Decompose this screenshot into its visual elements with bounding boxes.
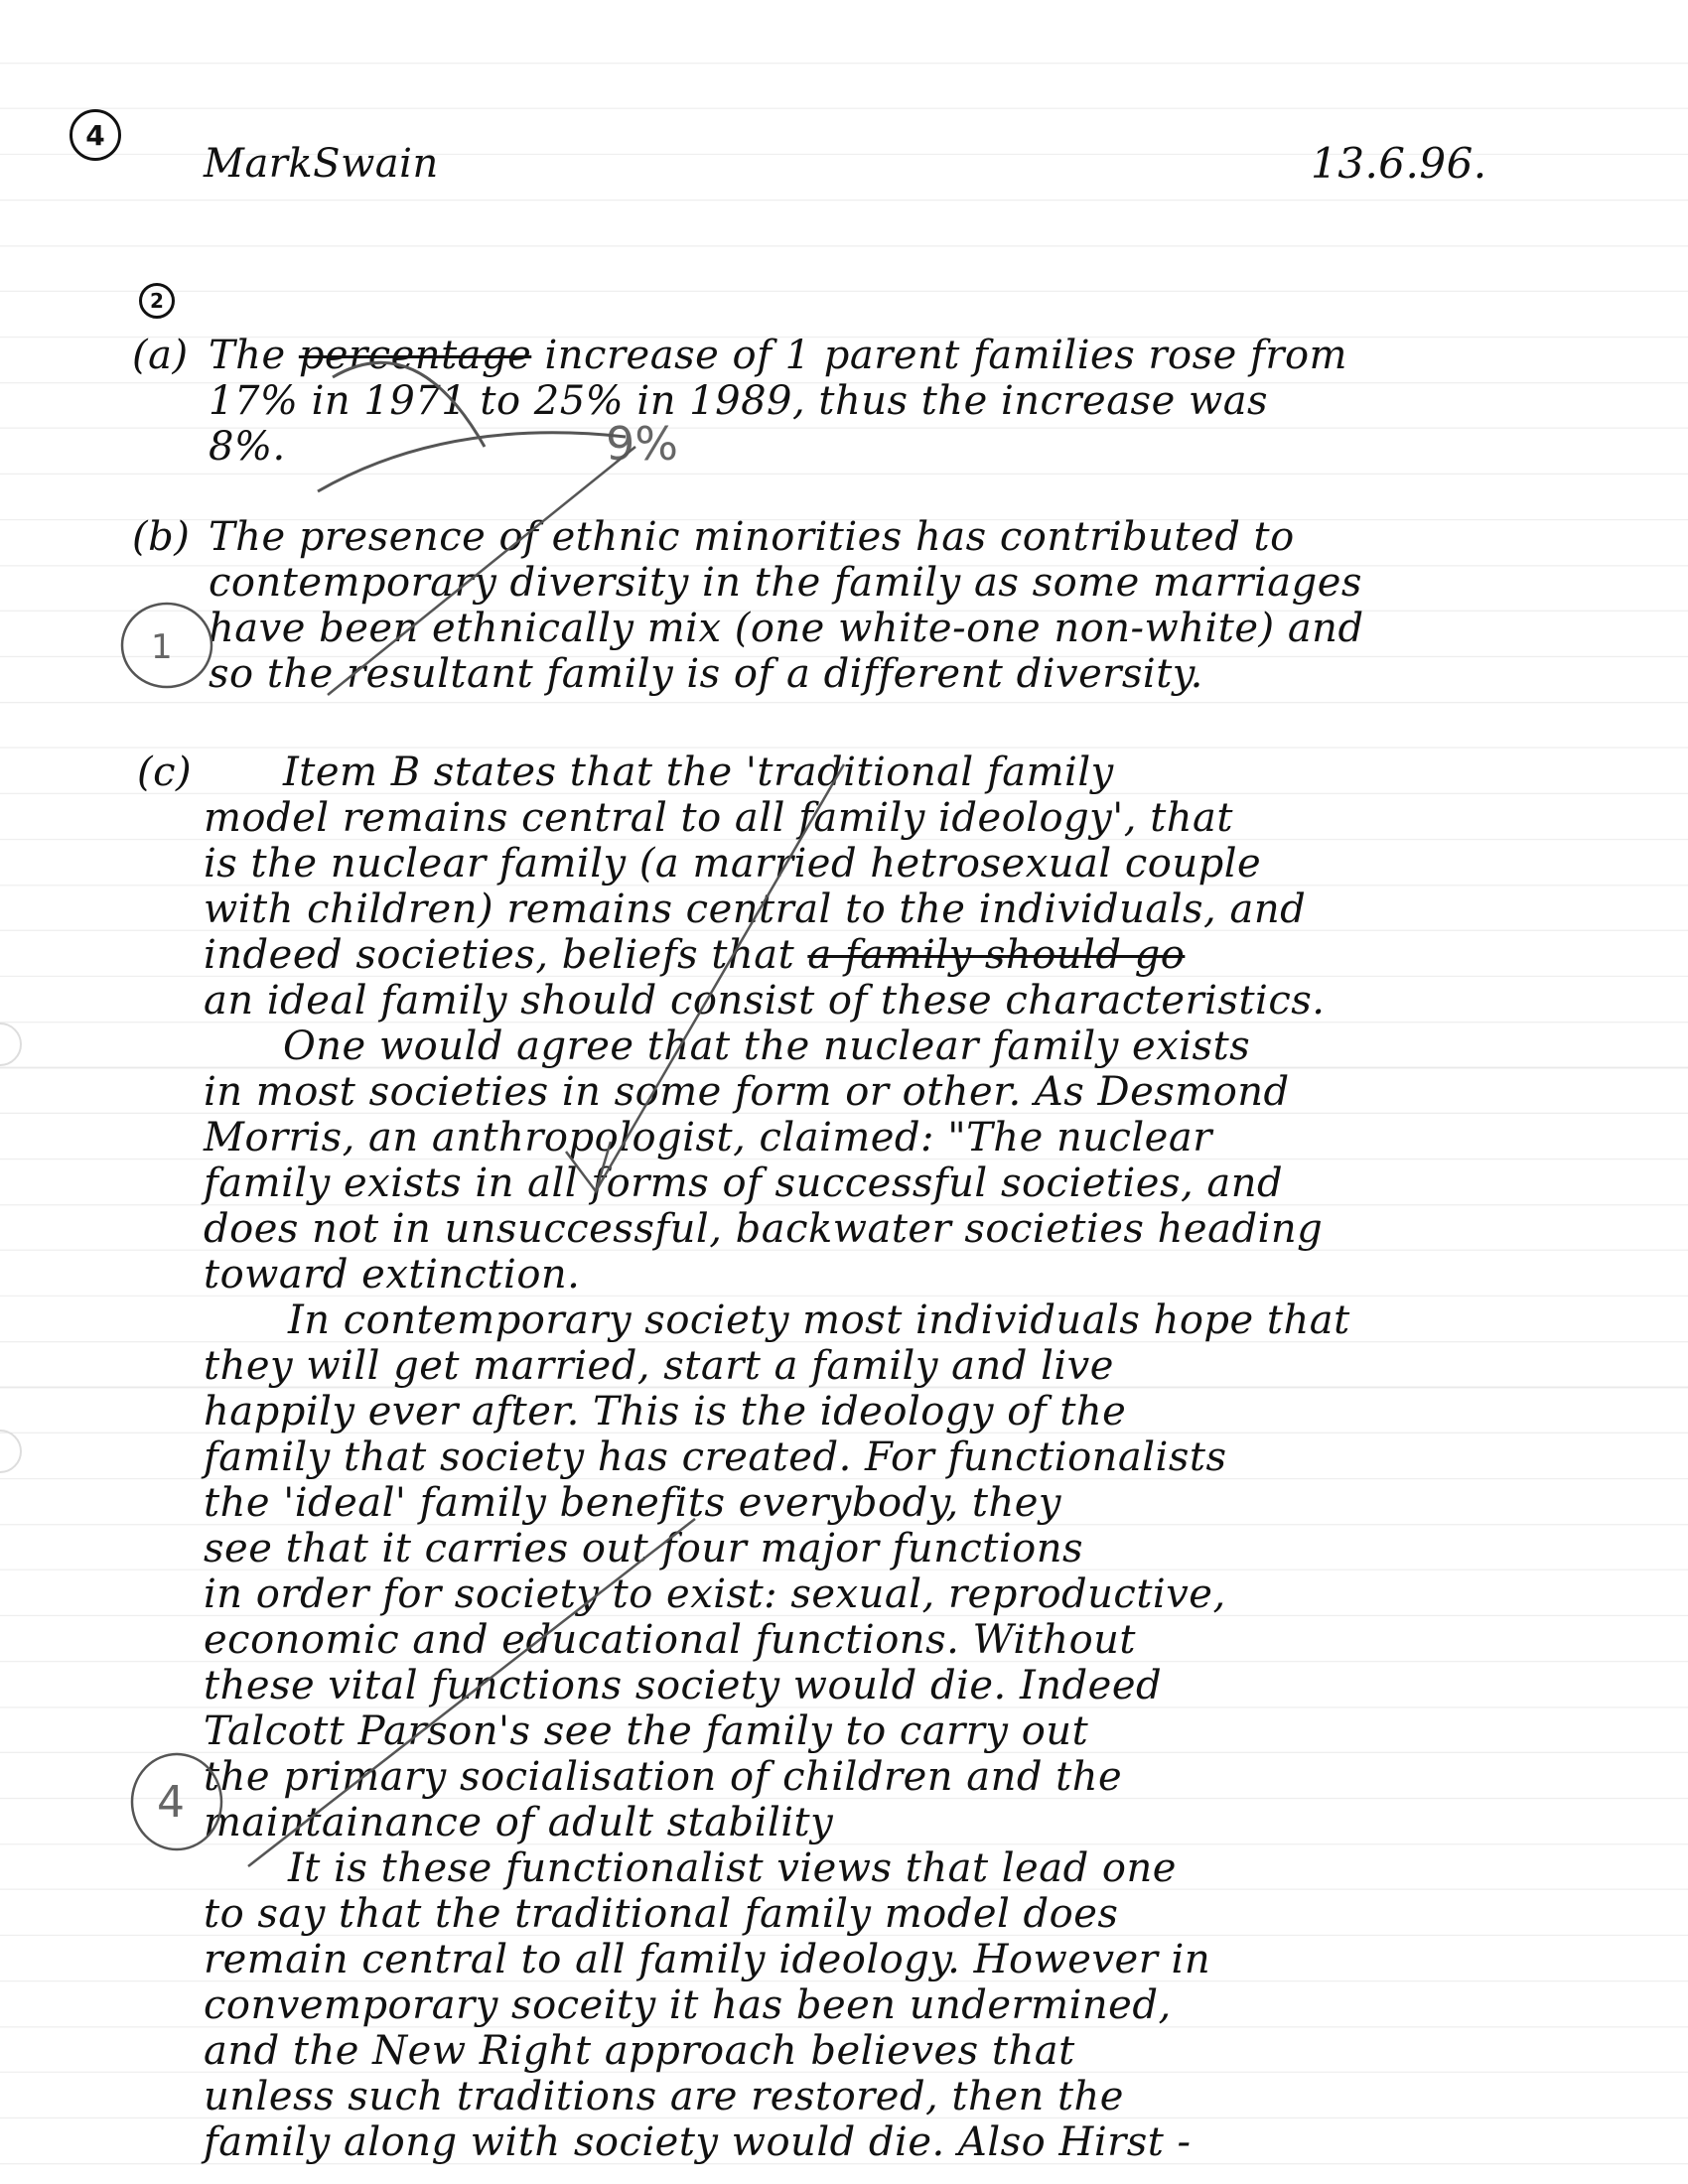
answer-c-line: to say that the traditional family model does (204, 1891, 1119, 1937)
teacher-correction: 9% (606, 417, 678, 471)
struck-word: percentage (298, 333, 532, 378)
answer-b-label: (b) (132, 514, 191, 560)
answer-b-line: have been ethnically mix (one white-one non-white) and (209, 606, 1364, 651)
answer-a-label: (a) (132, 333, 189, 378)
answer-c-line: see that it carries out four major functions (204, 1526, 1084, 1571)
answer-c-line: and the New Right approach believes that (204, 2028, 1075, 2074)
answer-b-line: contemporary diversity in the family as some marriages (209, 560, 1362, 606)
question-number-text: 2 (150, 289, 164, 313)
answer-c-line: remain central to all family ideology. However in (204, 1937, 1211, 1982)
teacher-tick-line (596, 764, 844, 1191)
sheet-number-text: 4 (85, 118, 105, 152)
answer-c-line: in most societies in some form or other. As Desmond (204, 1069, 1290, 1115)
answer-c-line: toward extinction. (204, 1252, 581, 1297)
teacher-tick-line (248, 1519, 695, 1866)
teacher-mark-c: 4 (157, 1777, 185, 1828)
answer-a-line: 17% in 1971 to 25% in 1989, thus the increase was (209, 378, 1269, 424)
answer-c-line: happily ever after. This is the ideology of the (204, 1389, 1127, 1434)
answer-c-line: maintainance of adult stability (204, 1800, 834, 1845)
answer-c-line: It is these functionalist views that lead one (288, 1845, 1177, 1891)
teacher-circle (122, 604, 211, 687)
teacher-tick-line (566, 1142, 611, 1191)
struck-phrase: a family should go (807, 932, 1186, 978)
answer-c-line: they will get married, start a family and live (204, 1343, 1114, 1389)
answer-c-line: with children) remains central to the individuals, and (204, 887, 1307, 932)
answer-c-line: family along with society would die. Also Hirst - (204, 2119, 1192, 2165)
answer-b-line: so the resultant family is of a different diversity. (209, 651, 1203, 697)
answer-c-line: Morris, an anthropologist, claimed: "The nuclear (204, 1115, 1212, 1160)
teacher-cross-mark (318, 433, 626, 491)
answer-c-line: family that society has created. For functionalists (204, 1434, 1227, 1480)
answer-c-line: family exists in all forms of successful societies, and (204, 1160, 1284, 1206)
answer-c-line: One would agree that the nuclear family exists (283, 1024, 1251, 1069)
answer-c-line: an ideal family should consist of these characteristics. (204, 978, 1326, 1024)
teacher-tick-line (328, 447, 635, 695)
answer-c-line: in order for society to exist: sexual, reproductive, (204, 1571, 1226, 1617)
answer-c-line: unless such traditions are restored, then the (204, 2074, 1124, 2119)
teacher-cross-mark (333, 362, 485, 447)
answer-c-line-text: indeed societies, beliefs that (204, 932, 795, 978)
answer-a-line-text: The (209, 333, 299, 378)
teacher-mark-b: 1 (151, 627, 173, 667)
answer-c-line: convemporary soceity it has been undermined, (204, 1982, 1172, 2028)
answer-c-line: model remains central to all family ideology', that (204, 795, 1233, 841)
teacher-circle (132, 1754, 221, 1849)
answer-c-line: does not in unsuccessful, backwater societies heading (204, 1206, 1324, 1252)
answer-a-line: 8%. (209, 424, 286, 470)
answer-c-line: the primary socialisation of children and the (204, 1754, 1123, 1800)
answer-c-line: these vital functions society would die. Indeed (204, 1663, 1163, 1708)
answer-c-line: economic and educational functions. Without (204, 1617, 1136, 1663)
answer-b-line: The presence of ethnic minorities has contributed to (209, 514, 1295, 560)
student-name: MarkSwain (204, 141, 439, 187)
answer-a-line-text: increase of 1 parent families rose from (531, 333, 1347, 378)
answer-c-line: Talcott Parson's see the family to carry out (204, 1708, 1089, 1754)
date: 13.6.96. (1311, 139, 1487, 188)
answer-c-line: the 'ideal' family benefits everybody, they (204, 1480, 1062, 1526)
answer-c-label: (c) (137, 750, 193, 795)
answer-c-line: In contemporary society most individuals hope that (288, 1297, 1350, 1343)
answer-c-line: Item B states that the 'traditional family (283, 750, 1114, 795)
answer-c-line: is the nuclear family (a married hetrosexual couple (204, 841, 1262, 887)
